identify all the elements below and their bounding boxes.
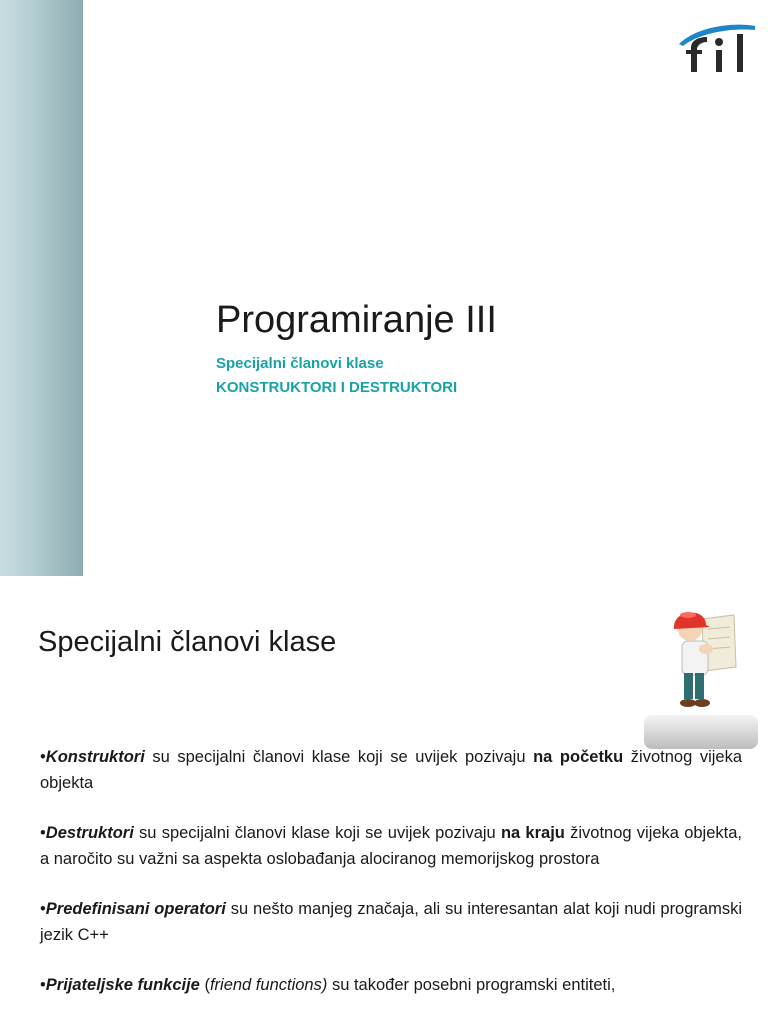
content-slide (0, 580, 768, 1024)
bullet-prijateljske-funkcije: •Prijateljske funkcije (friend functions) su također posebni programski entiteti, (40, 976, 616, 994)
presentation-subtitle (216, 352, 457, 400)
builder-illustration (644, 597, 758, 749)
bullet-destruktori: •Destruktori su specijalni članovi klase koji se uvijek pozivaju na kraju životnog vijeka objekta, a naročito su važni sa aspekta oslobađanja alociranog memorijskog prostora (40, 824, 742, 868)
bullet-list (40, 744, 742, 1022)
bullet-konstruktori: •Konstruktori su specijalni članovi klase koji se uvijek pozivaju na početku životnog vijeka objekta (40, 748, 743, 792)
presentation-title: Programiranje III (216, 299, 497, 341)
fit-logo (673, 22, 757, 74)
bullet-predefinisani-operatori: •Predefinisani operatori su nešto manjeg značaja, ali su interesantan alat koji nudi programski jezik C++ (40, 900, 742, 944)
slide-title: Specijalni članovi klase (38, 626, 337, 658)
decorative-side-bar (0, 0, 83, 576)
subtitle-line-2: KONSTRUKTORI I DESTRUKTORI (216, 379, 458, 396)
subtitle-line-1: Specijalni članovi klase (216, 355, 384, 372)
